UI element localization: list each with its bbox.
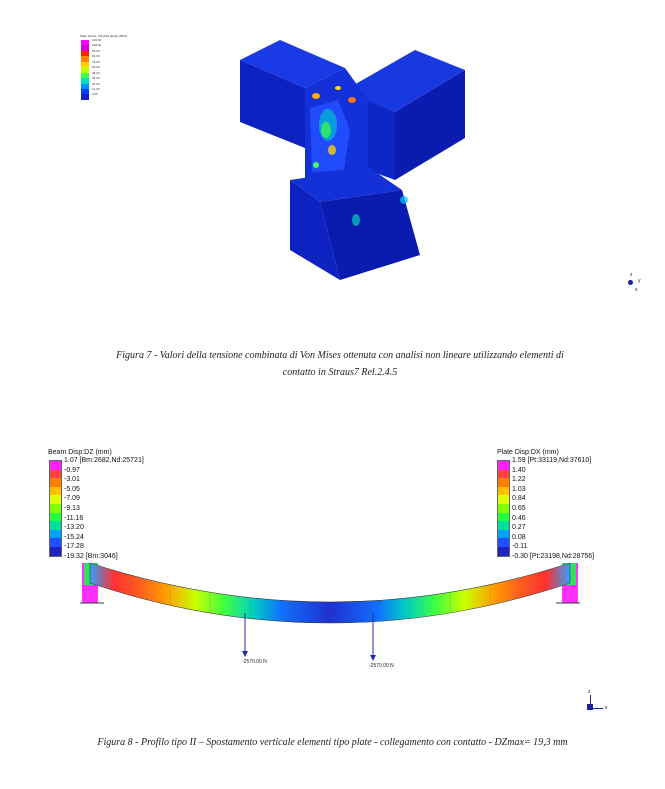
- fig7-caption-line2: contatto in Straus7 Rel.2.4.5: [282, 367, 398, 378]
- fig8-left-label: -13.20: [64, 524, 84, 532]
- fig8-load-label-right: -2570.00 N: [369, 663, 394, 669]
- fig8-right-label: 0.84: [512, 495, 526, 503]
- fig8-right-label: 0.27: [512, 524, 526, 532]
- fig8-right-swatch: [498, 478, 509, 487]
- fig8-right-swatch: [498, 521, 509, 530]
- fig8-left-legend-title: Beam Disp:DZ (mm): [48, 449, 112, 456]
- fig8-right-label: -0.11: [512, 543, 528, 551]
- fig7-axis-origin: [628, 280, 633, 285]
- fig8-right-label: 1.03: [512, 485, 526, 493]
- fig7-hotspot: [348, 97, 356, 103]
- fig7-legend-label: 48.00: [92, 70, 100, 75]
- fig8-right-legend-colorbar: [497, 460, 510, 557]
- fig8-beam-model: [60, 555, 600, 675]
- fig7-legend-label: 60.00: [92, 65, 100, 70]
- fig8-left-swatch: [50, 538, 61, 547]
- fig8-left-label: -15.24: [64, 533, 84, 541]
- fig8-left-label: -19.32 [Bm:3046]: [64, 552, 118, 560]
- fig8-left-swatch: [50, 470, 61, 479]
- fig7-legend-labels: [92, 38, 122, 98]
- fig8-left-label: -7.09: [64, 495, 80, 503]
- fig8-left-label: -17.28: [64, 543, 84, 551]
- fig7-right-arm-side: [368, 100, 395, 180]
- fig7-hotspot: [328, 145, 336, 155]
- fig8-left-swatch: [50, 495, 61, 504]
- fig8-right-swatch: [498, 504, 509, 513]
- fig8-axis-x-line: [593, 708, 603, 709]
- fig8-right-label: 1.59 [Pt:33119,Nd:37610]: [512, 457, 592, 464]
- fig8-right-swatch: [498, 530, 509, 539]
- fig7-hotspot: [335, 86, 341, 90]
- fig8-right-label: 0.46: [512, 514, 526, 522]
- fig8-left-legend-labels: [64, 456, 144, 562]
- fig7-legend-label: 108.00: [92, 43, 102, 48]
- fig7-legend-label: 36.00: [92, 76, 100, 81]
- fig8-left-swatch: [50, 478, 61, 487]
- fig8-axis-x-label: x: [605, 705, 608, 711]
- fig7-hotspot: [352, 214, 360, 226]
- fig8-right-swatch: [498, 461, 509, 470]
- fig8-right-swatch: [498, 495, 509, 504]
- fig8-caption: Figura 8 - Profilo tipo II – Spostamento verticale elementi tipo plate - collegamento con contatto - DZmax= 19,3 mm: [97, 737, 568, 748]
- fig8-load-arrowhead-left: [242, 651, 248, 657]
- fig7-hotspot: [321, 122, 331, 138]
- fig8-left-swatch: [50, 504, 61, 513]
- fig7-hotspot: [400, 196, 408, 204]
- fig8-right-legend-title: Plate Disp:DX (mm): [497, 449, 559, 456]
- fig8-right-label: 0.65: [512, 504, 526, 512]
- fig7-legend-label: 24.00: [92, 81, 100, 86]
- fig8-axis-z-label: z: [588, 689, 591, 695]
- fig8-left-label: -11.16: [64, 514, 84, 522]
- fig7-hotspot: [313, 162, 319, 168]
- fig7-legend-label: 120.00: [92, 38, 102, 42]
- fig7-axis-y-label: y: [638, 278, 641, 284]
- fig8-right-swatch: [498, 538, 509, 547]
- fig7-legend-swatch: [81, 94, 89, 100]
- fig7-caption-line1: Figura 7 - Valori della tensione combinata di Von Mises ottenuta con analisi non lineare utilizzando elementi di: [116, 350, 564, 361]
- fig8-right-label: -0.30 [Pt:23198,Nd:28756]: [512, 552, 595, 560]
- fig7-joint-model: [220, 30, 490, 290]
- fig8-left-legend-colorbar: [49, 460, 62, 557]
- fig8-left-swatch: [50, 513, 61, 522]
- fig7-axis-z-label: z: [630, 272, 633, 278]
- fig8-load-label-left: -2570.00 N: [242, 659, 267, 665]
- fig7-legend-label: 12.00: [92, 86, 100, 91]
- fig7-legend-title: Plate Stress: VM (Mid plane) (MPa): [80, 34, 128, 38]
- fig7-axis-x-label: x: [635, 287, 638, 293]
- fig8-left-label: 1.07 [Bm:2682,Nd:25721]: [64, 457, 144, 464]
- fig7-legend-label: 0.00: [92, 92, 98, 97]
- fig8-left-swatch: [50, 521, 61, 530]
- fig7-legend-colorbar: [81, 40, 89, 100]
- fig8-axis-origin: [587, 704, 593, 710]
- fig8-left-swatch: [50, 461, 61, 470]
- fig8-left-label: -0.97: [64, 466, 80, 474]
- fig8-left-label: -9.13: [64, 504, 80, 512]
- fig7-legend-label: 84.00: [92, 54, 100, 59]
- fig7-hotspot: [312, 93, 320, 99]
- fig8-right-label: 1.22: [512, 476, 526, 484]
- fig8-right-label: 0.08: [512, 533, 526, 541]
- fig8-right-swatch: [498, 487, 509, 496]
- fig8-left-swatch: [50, 530, 61, 539]
- fig8-left-label: -5.05: [64, 485, 80, 493]
- fig8-right-swatch: [498, 470, 509, 479]
- fig8-left-swatch: [50, 487, 61, 496]
- fig8-load-arrowhead-right: [370, 655, 376, 661]
- fig8-left-label: -3.01: [64, 476, 80, 484]
- fig8-right-legend-labels: [512, 456, 594, 562]
- fig8-right-swatch: [498, 513, 509, 522]
- fig7-legend-label: 72.00: [92, 59, 100, 64]
- fig8-right-label: 1.40: [512, 466, 526, 474]
- fig7-legend-label: 96.00: [92, 48, 100, 53]
